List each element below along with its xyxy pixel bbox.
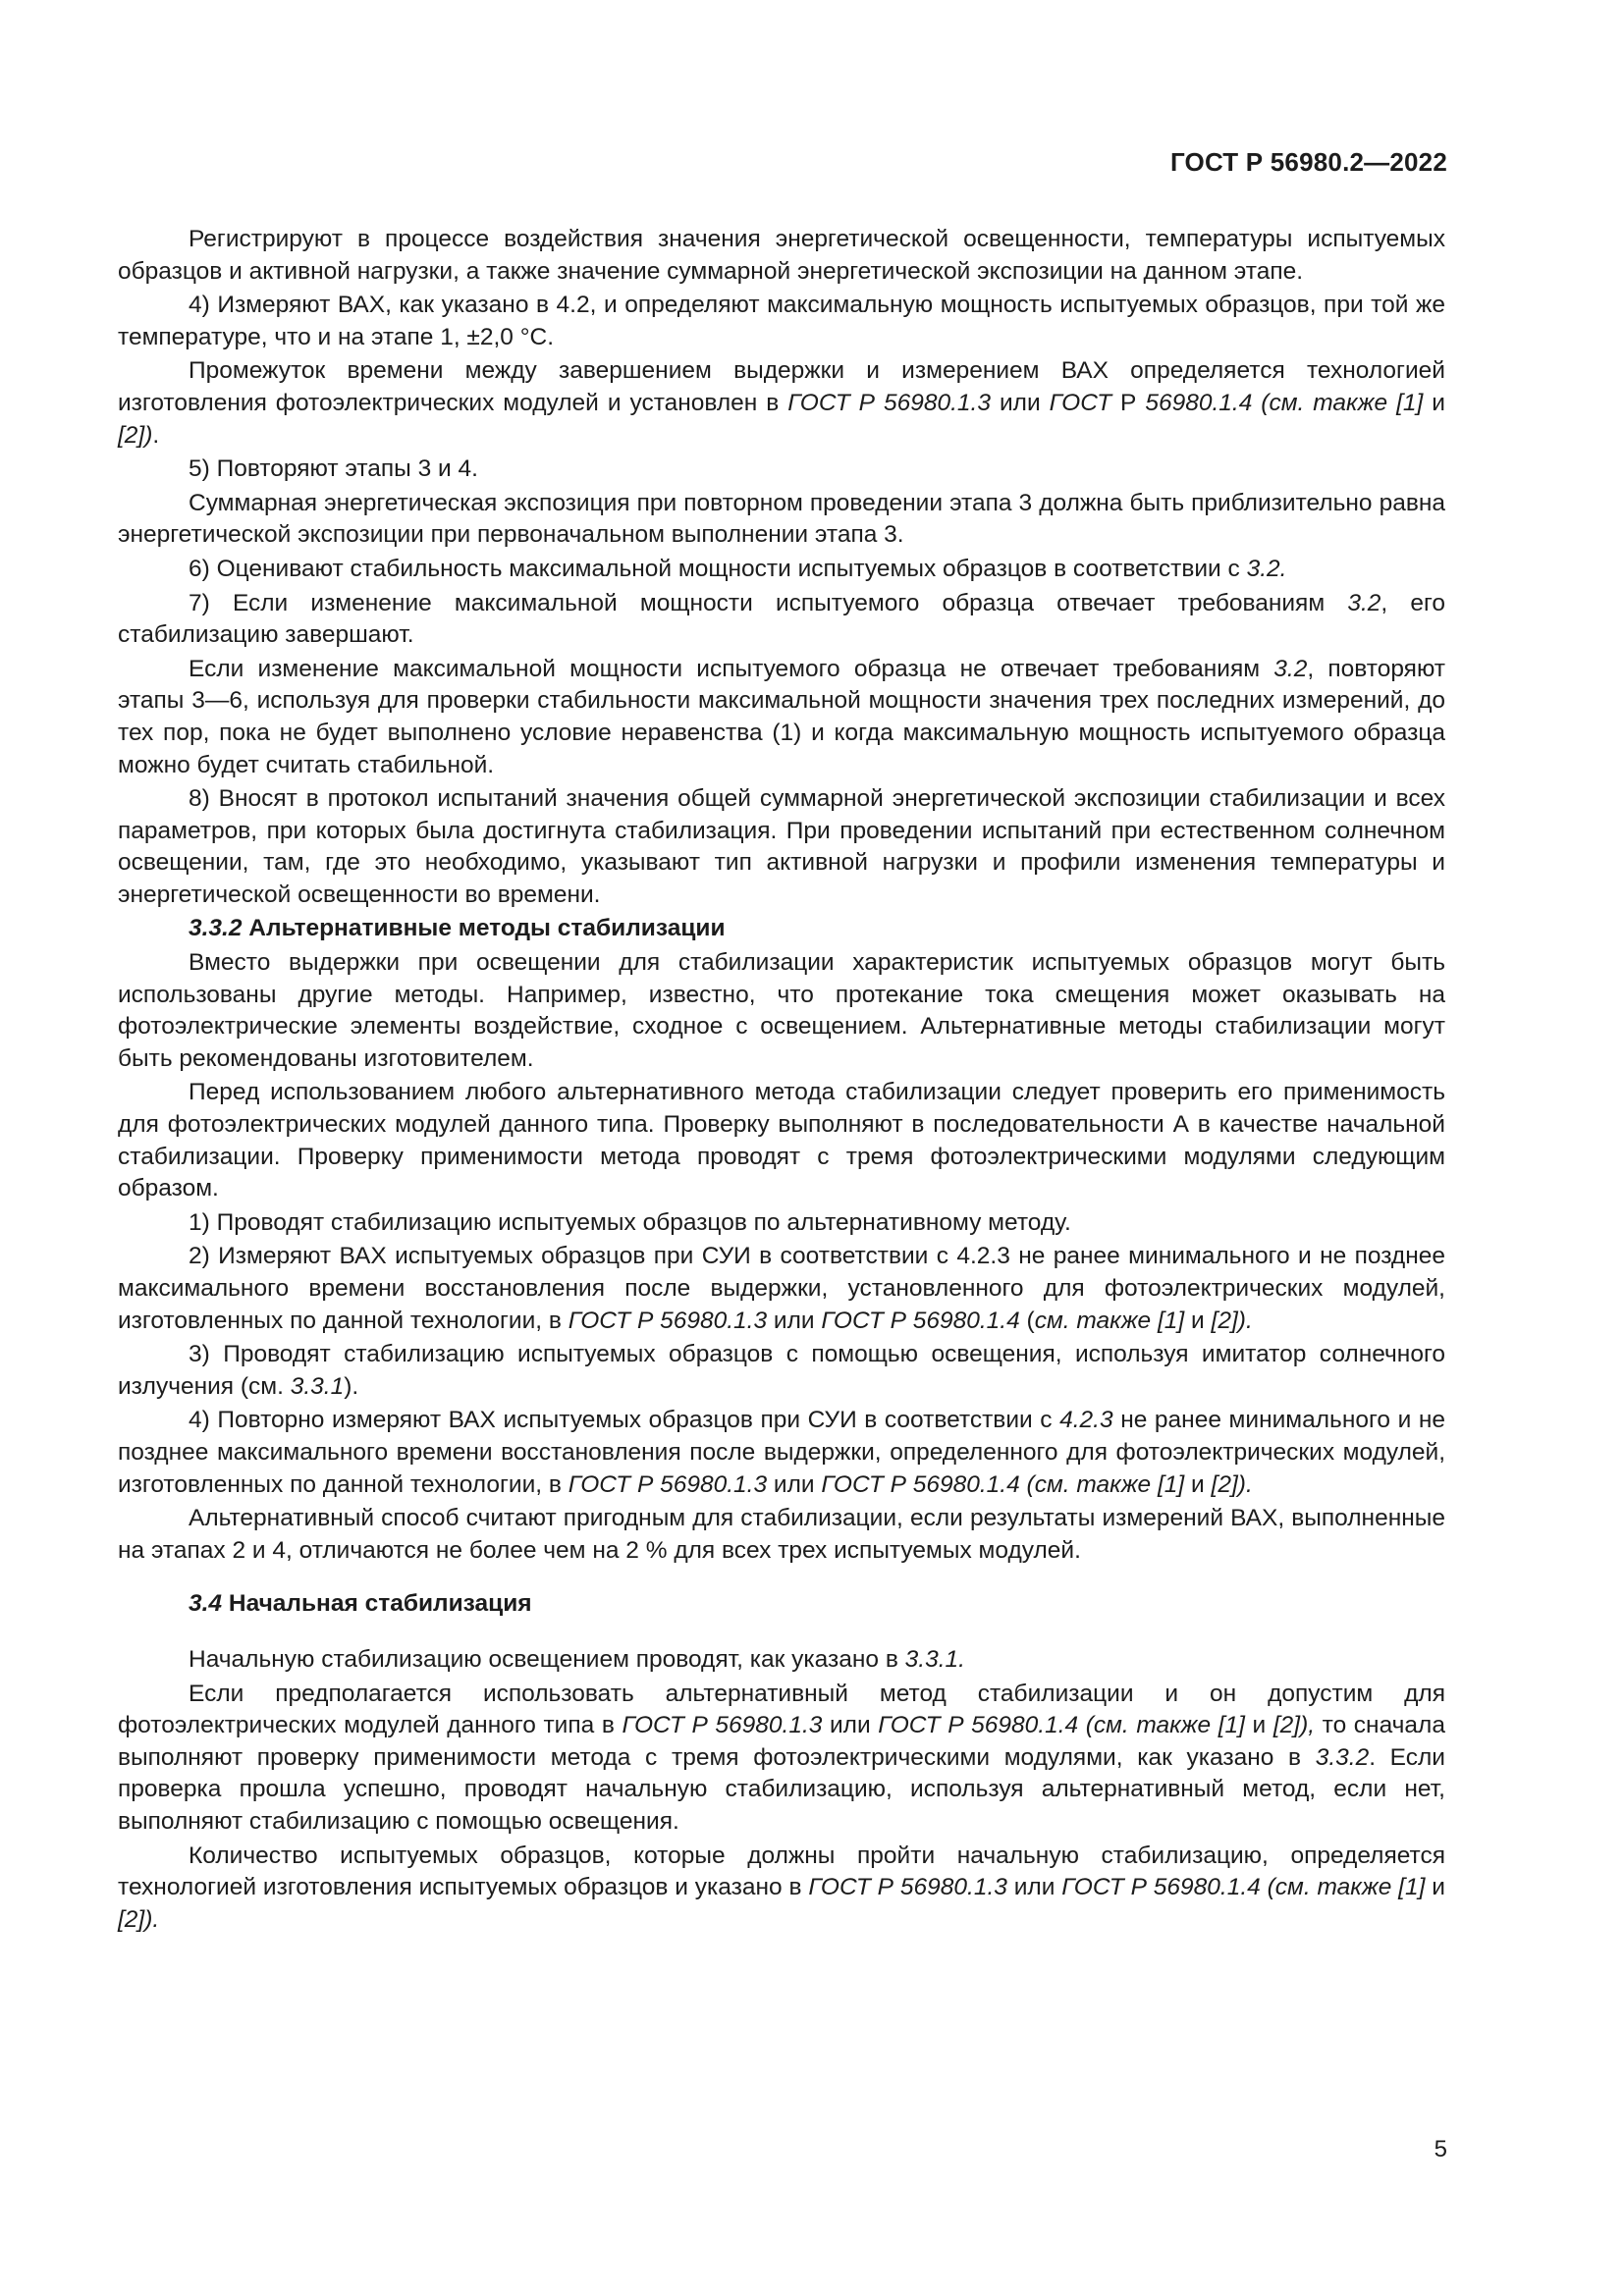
body-paragraph: Вместо выдержки при освещении для стабилизации характеристик испытуемых образцов могут быть использованы другие методы. Например, известно, что протекание тока смещения может оказывать на фотоэлектрические элементы воздействие, сходное с освещением. Альтернативные методы стабилизации могут быть рекомендованы изготовителем.: [118, 949, 1445, 1072]
section-heading: 3.3.2 Альтернативные методы стабилизации: [189, 915, 726, 942]
body-paragraph: 1) Проводят стабилизацию испытуемых образцов по альтернативному методу.: [189, 1208, 1071, 1236]
body-paragraph: Регистрируют в процессе воздействия значения энергетической освещенности, температуры испытуемых образцов и активной нагрузки, а также значение суммарной энергетической экспозиции на данном этапе.: [118, 226, 1445, 285]
body-paragraph: Если изменение максимальной мощности испытуемого образца не отвечает требованиям 3.2, повторяют этапы 3—6, используя для проверки стабильности максимальной мощности значения трех последних измерений, до тех пор, пока не будет выполнено условие неравенства (1) и когда максимальную мощность испытуемого образца можно будет считать стабильной.: [118, 655, 1446, 778]
body-paragraph: 6) Оценивают стабильность максимальной мощности испытуемых образцов в соответствии с 3.2.: [189, 555, 1287, 582]
body-paragraph: Начальную стабилизацию освещением проводят, как указано в 3.3.1.: [189, 1645, 965, 1673]
body-paragraph: Промежуток времени между завершением выдержки и измерением ВАХ определяется технологией изготовления фотоэлектрических модулей и установлен в ГОСТ Р 56980.1.3 или ГОСТ Р 56980.1.4 (см. также [1] и [2]).: [118, 357, 1445, 449]
body-paragraph: 8) Вносят в протокол испытаний значения общей суммарной энергетической экспозиции стабилизации и всех параметров, при которых была достигнута стабилизация. При проведении испытаний при естественном солнечном освещении, там, где это необходимо, указывают тип активной нагрузки и профили изменения температуры и энергетической освещенности во времени.: [118, 785, 1445, 908]
body-paragraph: 4) Измеряют ВАХ, как указано в 4.2, и определяют максимальную мощность испытуемых образцов, при той же температуре, что и на этапе 1, ±2,0 °С.: [118, 292, 1445, 350]
body-paragraph: Альтернативный способ считают пригодным для стабилизации, если результаты измерений ВАХ, выполненные на этапах 2 и 4, отличаются не более чем на 2 % для всех трех испытуемых модулей.: [118, 1505, 1445, 1564]
body-paragraph: Перед использованием любого альтернативного метода стабилизации следует проверить его применимость для фотоэлектрических модулей данного типа. Проверку выполняют в последовательности А в качестве начальной стабилизации. Проверку применимости метода проводят с тремя фотоэлектрическими модулями следующим образом.: [118, 1079, 1445, 1202]
document-body: [118, 224, 1445, 1938]
body-paragraph: 3) Проводят стабилизацию испытуемых образцов с помощью освещения, используя имитатор солнечного излучения (см. 3.3.1).: [118, 1341, 1445, 1400]
document-header: ГОСТ Р 56980.2—2022: [1169, 147, 1447, 177]
body-paragraph: 2) Измеряют ВАХ испытуемых образцов при СУИ в соответствии с 4.2.3 не ранее минимального и не позднее максимального времени восстановления после выдержки, установленного для фотоэлектрических модулей, изготовленных по данной технологии, в ГОСТ Р 56980.1.3 или ГОСТ Р 56980.1.4 (см. также [1] и [2]).: [118, 1243, 1445, 1334]
body-paragraph: 5) Повторяют этапы 3 и 4.: [189, 455, 478, 483]
section-heading: 3.4 Начальная стабилизация: [189, 1590, 532, 1618]
body-paragraph: Количество испытуемых образцов, которые должны пройти начальную стабилизацию, определяется технологией изготовления испытуемых образцов и указано в ГОСТ Р 56980.1.3 или ГОСТ Р 56980.1.4 (см. также [1] и [2]).: [118, 1842, 1445, 1933]
body-paragraph: Если предполагается использовать альтернативный метод стабилизации и он допустим для фотоэлектрических модулей данного типа в ГОСТ Р 56980.1.3 или ГОСТ Р 56980.1.4 (см. также [1] и [2]), то сначала выполняют проверку применимости метода с тремя фотоэлектрическими модулями, как указано в 3.3.2. Если проверка прошла успешно, проводят начальную стабилизацию, используя альтернативный метод, если нет, выполняют стабилизацию с помощью освещения.: [118, 1680, 1445, 1835]
page-number: 5: [1434, 2136, 1447, 2163]
body-paragraph: 4) Повторно измеряют ВАХ испытуемых образцов при СУИ в соответствии с 4.2.3 не ранее минимального и не позднее максимального времени восстановления после выдержки, определенного для фотоэлектрических модулей, изготовленных по данной технологии, в ГОСТ Р 56980.1.3 или ГОСТ Р 56980.1.4 (см. также [1] и [2]).: [118, 1407, 1445, 1498]
body-paragraph: Суммарная энергетическая экспозиция при повторном проведении этапа 3 должна быть приблизительно равна энергетической экспозиции при первоначальном выполнении этапа 3.: [118, 489, 1445, 549]
body-paragraph: 7) Если изменение максимальной мощности испытуемого образца отвечает требованиям 3.2, его стабилизацию завершают.: [118, 589, 1446, 649]
